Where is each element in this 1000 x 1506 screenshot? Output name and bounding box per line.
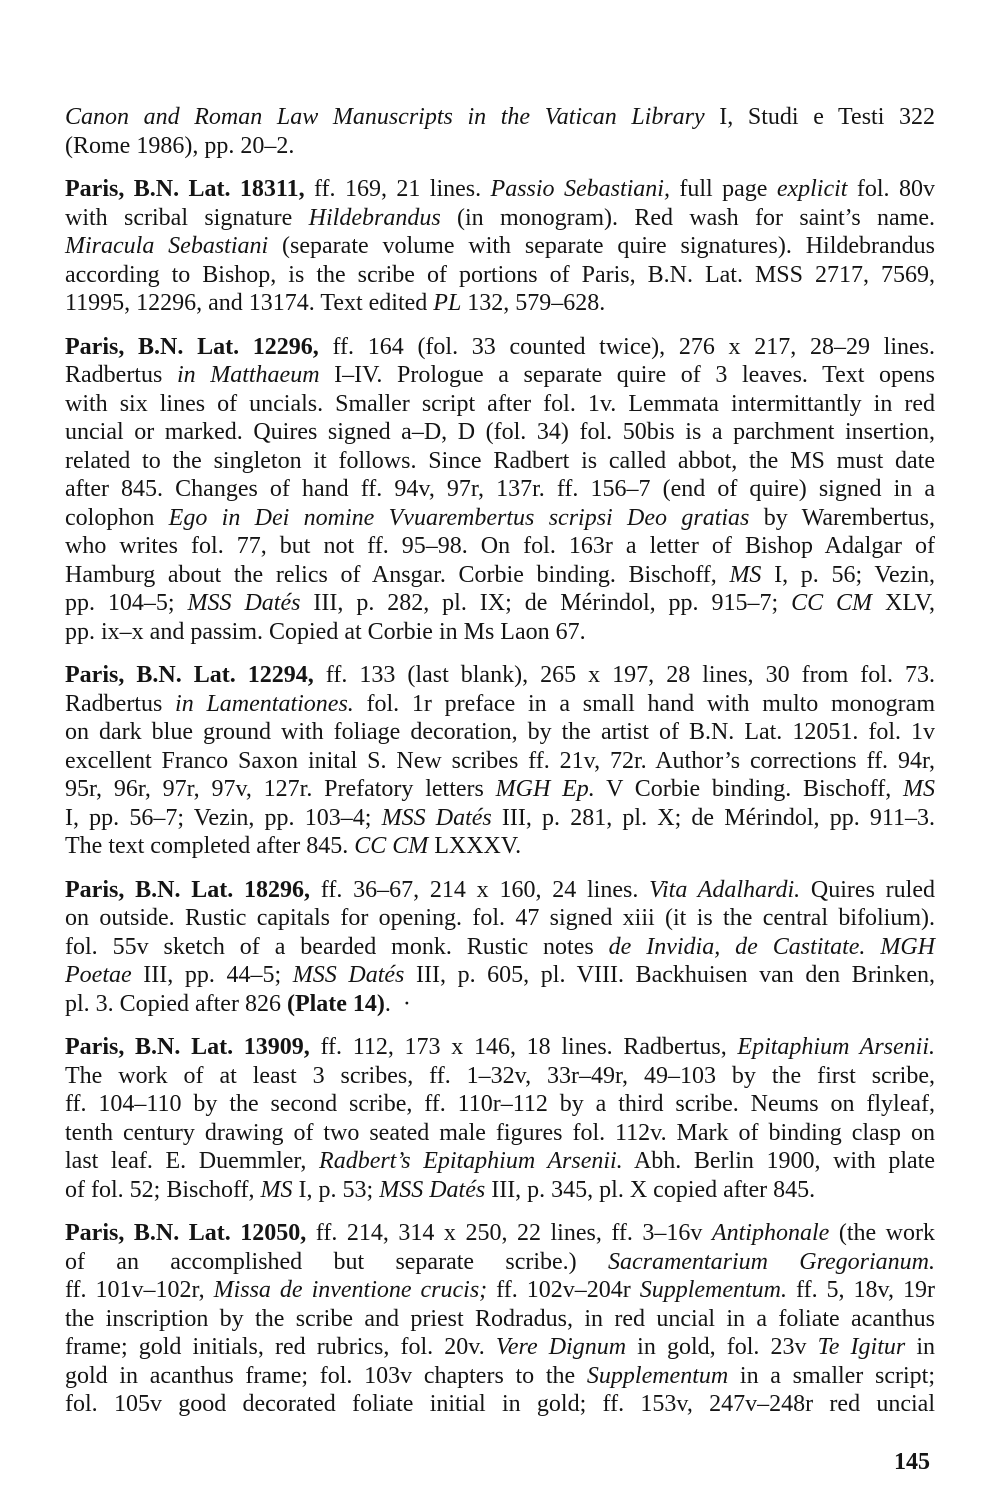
text: III, p. 605, pl. VIII. Backhuisen van den Brinken, xyxy=(404,962,936,988)
text-line xyxy=(65,103,935,132)
text: ff. 102v–204r xyxy=(487,1277,640,1303)
text: LXXXV. xyxy=(428,833,522,859)
text: the inscription by the scribe and priest Rodradus, in red uncial in a foliate acanthus xyxy=(65,1305,935,1332)
text-line xyxy=(65,1147,935,1176)
text-line xyxy=(65,1176,935,1205)
manuscript-entry-paragraph xyxy=(65,1033,935,1204)
italic-text: Te Igitur xyxy=(817,1334,906,1360)
text: V Corbie binding. Bischoff, xyxy=(594,776,904,802)
italic-text: de Invidia, de Castitate. MGH xyxy=(608,933,935,960)
text-line xyxy=(65,418,935,447)
text-line xyxy=(65,1276,935,1305)
text: 132, 579–628. xyxy=(461,290,606,316)
text-line xyxy=(65,961,935,990)
italic-text: Ego in Dei nomine Vvuarembertus scripsi Deo gratias xyxy=(168,504,750,531)
text-line xyxy=(65,990,935,1019)
italic-text: Hildebrandus xyxy=(308,204,441,231)
text: tenth century drawing of two seated male figures fol. 112v. Mark of binding clasp on xyxy=(65,1119,935,1146)
text: III, p. 282, pl. IX; de Mérindol, pp. 915–7; xyxy=(300,590,792,616)
text-line xyxy=(65,1219,935,1248)
italic-text: Antiphonale xyxy=(711,1220,830,1246)
text: I, pp. 56–7; Vezin, pp. 103–4; xyxy=(65,804,382,831)
italic-text: CC CM xyxy=(354,833,429,859)
italic-text: MSS Datés xyxy=(187,590,301,616)
text: . · xyxy=(384,990,411,1017)
text: I, Studi e Testi 322 xyxy=(704,104,935,130)
text: in gold, fol. 23v xyxy=(626,1334,818,1360)
italic-text: MS xyxy=(260,1176,293,1203)
page-number: 145 xyxy=(894,1449,930,1475)
bold-text: Paris, B.N. Lat. 12294, xyxy=(65,662,314,688)
manuscript-entry-paragraph xyxy=(65,175,935,318)
text-line xyxy=(65,1333,935,1362)
text-line xyxy=(65,232,935,261)
italic-text: Vita Adalhardi. xyxy=(649,876,801,903)
text: pp. 104–5; xyxy=(65,590,188,616)
text-line xyxy=(65,876,935,905)
text: with six lines of uncials. Smaller script after fol. 1v. Lemmata intermittantly in red xyxy=(65,390,935,417)
text-line xyxy=(65,1305,935,1334)
text: Quires ruled xyxy=(800,876,935,903)
italic-text: Sacramentarium Gregorianum. xyxy=(607,1248,936,1275)
text-line xyxy=(65,390,935,419)
italic-text: MS xyxy=(729,561,762,588)
text: I, p. 56; Vezin, xyxy=(761,561,936,588)
text: The text completed after 845. xyxy=(65,833,355,859)
text: III, p. 281, pl. X; de Mérindol, pp. 911–3. xyxy=(491,804,935,831)
text-line xyxy=(65,447,935,476)
text-line xyxy=(65,661,935,690)
text: according to Bishop, is the scribe of portions of Paris, B.N. Lat. MSS 2717, 7569, xyxy=(65,261,935,288)
text-line xyxy=(65,747,935,776)
text: (the work xyxy=(829,1220,935,1246)
italic-text: Supplementum. xyxy=(639,1277,788,1303)
italic-text: in Matthaeum xyxy=(176,362,320,388)
text-line xyxy=(65,333,935,362)
text: ff. 164 (fol. 33 counted twice), 276 x 217, 28–29 lines. xyxy=(318,333,935,360)
text: (separate volume with separate quire signatures). Hildebrandus xyxy=(268,233,935,259)
italic-text: Epitaphium Arsenii. xyxy=(737,1034,935,1060)
text: ff. 104–110 by the second scribe, ff. 110r–112 by a third scribe. Neums on flyleaf, xyxy=(65,1091,935,1117)
text-line xyxy=(65,904,935,933)
bold-text: Paris, B.N. Lat. 18311, xyxy=(65,176,305,202)
italic-text: PL xyxy=(433,290,462,316)
italic-text: MGH Ep. xyxy=(495,776,595,802)
text-line xyxy=(65,204,935,233)
text: fol. 55v sketch of a bearded monk. Rustic notes xyxy=(65,933,609,960)
text-line xyxy=(65,690,935,719)
text: ff. 101v–102r, xyxy=(65,1277,214,1303)
text-line xyxy=(65,361,935,390)
text: ff. 169, 21 lines. xyxy=(304,176,491,202)
text-line xyxy=(65,175,935,204)
text: ff. 5, 18v, 19r xyxy=(787,1277,935,1303)
italic-text: MS xyxy=(903,776,936,802)
italic-text: MSS Datés xyxy=(379,1176,486,1203)
bold-text: (Plate 14) xyxy=(286,990,385,1017)
text: on dark blue ground with foliage decoration, by the artist of B.N. Lat. 12051. fol. 1v xyxy=(65,719,935,745)
text: who writes fol. 77, but not ff. 95–98. On fol. 163r a letter of Bishop Adalgar of xyxy=(65,533,935,559)
text: ff. 36–67, 214 x 160, 24 lines. xyxy=(310,876,650,903)
text: Hamburg about the relics of Ansgar. Corbie binding. Bischoff, xyxy=(65,561,730,588)
italic-text: Radbert’s Epitaphium Arsenii. xyxy=(319,1148,623,1174)
text-line xyxy=(65,261,935,290)
text: last leaf. E. Duemmler, xyxy=(65,1148,320,1174)
text: in xyxy=(905,1334,936,1360)
text: gold in acanthus frame; fol. 103v chapters to the xyxy=(65,1362,587,1389)
italic-text: MSS Datés xyxy=(381,804,492,831)
text: with scribal signature xyxy=(65,204,309,231)
text-line xyxy=(65,1119,935,1148)
text: fol. 105v good decorated foliate initial in gold; ff. 153v, 247v–248r red uncial xyxy=(65,1391,935,1417)
text-line xyxy=(65,832,935,861)
text-line xyxy=(65,804,935,833)
italic-text: MSS Datés xyxy=(292,962,405,988)
manuscript-entry-paragraph xyxy=(65,876,935,1019)
text-line xyxy=(65,1033,935,1062)
text: ff. 112, 173 x 146, 18 lines. Radbertus, xyxy=(309,1034,738,1060)
italic-text: CC CM xyxy=(791,590,873,616)
text: related to the singleton it follows. Since Radbert is called abbot, the MS must date xyxy=(65,447,935,474)
text: III, p. 345, pl. X copied after 845. xyxy=(485,1176,816,1203)
text: ff. 133 (last blank), 265 x 197, 28 lines, 30 from fol. 73. xyxy=(313,662,935,688)
text: Radbertus xyxy=(65,690,176,717)
italic-text: in Lamentationes. xyxy=(175,690,354,717)
text-line xyxy=(65,589,935,618)
text-line xyxy=(65,718,935,747)
text: colophon xyxy=(65,504,169,531)
text: of fol. 52; Bischoff, xyxy=(65,1176,261,1203)
text: full page xyxy=(669,176,777,202)
text-line xyxy=(65,504,935,533)
text: pp. ix–x and passim. Copied at Corbie in Ms Laon 67. xyxy=(65,618,586,645)
italic-text: Passio Sebastiani, xyxy=(490,176,670,202)
manuscript-entry-paragraph xyxy=(65,1219,935,1419)
text: on outside. Rustic capitals for opening. fol. 47 signed xiii (it is the central bifolium). xyxy=(65,905,935,931)
text: pl. 3. Copied after 826 xyxy=(65,990,287,1017)
text-block xyxy=(65,103,935,1419)
text: in a smaller script; xyxy=(728,1362,935,1389)
text: excellent Franco Saxon inital S. New scribes ff. 21v, 72r. Author’s corrections ff. 94r, xyxy=(65,747,935,774)
continued-entry-paragraph xyxy=(65,103,935,160)
text: of an accomplished but separate scribe.) xyxy=(65,1248,608,1275)
text: I–IV. Prologue a separate quire of 3 leaves. Text opens xyxy=(319,362,936,388)
manuscript-entry-paragraph xyxy=(65,333,935,647)
italic-text: Poetae xyxy=(65,962,132,988)
text-line xyxy=(65,618,935,647)
text: XLV, xyxy=(872,590,936,616)
text: I, p. 53; xyxy=(292,1176,380,1203)
italic-text: Canon and Roman Law Manuscripts in the Vatican Library xyxy=(65,104,705,130)
text: by Warembertus, xyxy=(749,504,935,531)
text: after 845. Changes of hand ff. 94v, 97r, 137r. ff. 156–7 (end of quire) signed in a xyxy=(65,476,935,502)
text: 95r, 96r, 97r, 97v, 127r. Prefatory letters xyxy=(65,776,496,802)
italic-text: Vere Dignum xyxy=(495,1334,627,1360)
text-line xyxy=(65,1390,935,1419)
text-line xyxy=(65,933,935,962)
text-line xyxy=(65,1362,935,1391)
bold-text: Paris, B.N. Lat. 13909, xyxy=(65,1034,310,1060)
text-line xyxy=(65,1062,935,1091)
text: ff. 214, 314 x 250, 22 lines, ff. 3–16v xyxy=(306,1220,712,1246)
text: fol. 80v xyxy=(847,176,935,202)
text: uncial or marked. Quires signed a–D, D (fol. 34) fol. 50bis is a parchment insertion, xyxy=(65,419,935,445)
italic-text: Supplementum xyxy=(586,1362,729,1389)
text-line xyxy=(65,1090,935,1119)
text-line xyxy=(65,775,935,804)
text: The work of at least 3 scribes, ff. 1–32v, 33r–49r, 49–103 by the first scribe, xyxy=(65,1062,935,1089)
text: III, pp. 44–5; xyxy=(131,962,293,988)
italic-text: Missa de inventione crucis; xyxy=(213,1277,488,1303)
text: Abh. Berlin 1900, with plate xyxy=(622,1148,935,1174)
text: frame; gold initials, red rubrics, fol. 20v. xyxy=(65,1334,496,1360)
bold-text: Paris, B.N. Lat. 12050, xyxy=(65,1220,307,1246)
bold-text: Paris, B.N. Lat. 18296, xyxy=(65,876,310,903)
text: fol. 1r preface in a small hand with multo monogram xyxy=(353,690,935,717)
italic-text: Miracula Sebastiani xyxy=(65,233,269,259)
italic-text: explicit xyxy=(776,176,848,202)
text-line xyxy=(65,289,935,318)
text-line xyxy=(65,132,935,161)
text: Radbertus xyxy=(65,362,177,388)
text-line xyxy=(65,475,935,504)
text-line xyxy=(65,1248,935,1277)
text-line xyxy=(65,561,935,590)
text-line xyxy=(65,532,935,561)
text: (Rome 1986), pp. 20–2. xyxy=(65,132,295,159)
manuscript-entry-paragraph xyxy=(65,661,935,861)
bold-text: Paris, B.N. Lat. 12296, xyxy=(65,333,319,360)
text: (in monogram). Red wash for saint’s name. xyxy=(440,204,935,231)
text: 11995, 12296, and 13174. Text edited xyxy=(65,290,434,316)
